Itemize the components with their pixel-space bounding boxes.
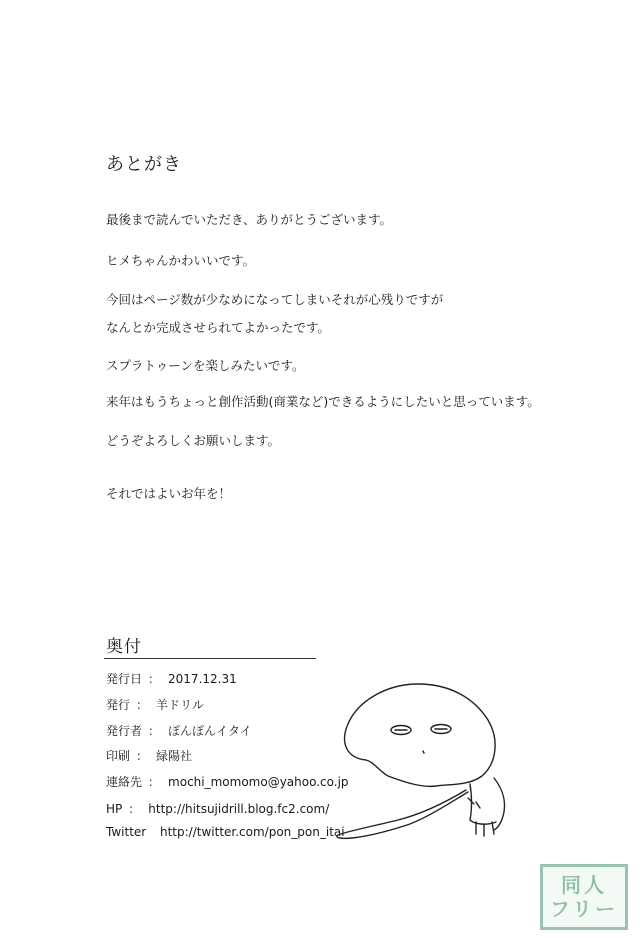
colophon-row-contact [106,773,349,790]
afterword-line: 最後まで読んでいただき、ありがとうございます。 [106,212,393,227]
colophon-row-publisher [106,696,204,713]
row-label: 発行日 [106,672,143,686]
row-separator: ： [136,698,149,712]
stamp-text-line2: フリー [549,897,619,921]
row-label: 発行者 [106,724,143,738]
row-separator: ： [128,802,141,816]
afterword-line: 来年はもうちょっと創作活動(商業など)できるようにしたいと思っています。 [106,394,540,409]
afterword-line: どうぞよろしくお願いします。 [106,433,281,448]
twitter-url: http://twitter.com/pon_pon_itai [160,825,345,839]
colophon-row-date [106,670,237,687]
colophon-row-twitter [106,825,345,839]
colophon-title: 奥付 [106,637,142,657]
row-separator: ： [136,749,149,763]
afterword-line: ヒメちゃんかわいいです。 [106,253,256,268]
row-value: 緑陽社 [156,749,193,763]
colophon-row-printer [106,747,192,764]
row-separator: ： [148,672,161,686]
afterword-title: あとがき [106,154,182,175]
row-label: 印刷 [106,749,131,763]
afterword-line: それではよいお年を！ [106,486,232,501]
afterword-line: 今回はページ数が少なめになってしまいそれが心残りですが [106,292,444,307]
row-value: 2017.12.31 [168,672,237,686]
colophon-row-author [106,722,252,739]
mascot-drawing-icon [318,672,548,847]
colophon-divider [104,658,316,659]
homepage-url: http://hitsujidrill.blog.fc2.com/ [148,802,330,816]
colophon-row-homepage [106,800,329,817]
row-label: Twitter [106,825,147,839]
row-label: HP [106,802,123,816]
row-value: 羊ドリル [156,698,205,712]
row-separator: ： [148,724,161,738]
contact-email: mochi_momomo@yahoo.co.jp [168,775,349,789]
row-separator: ： [148,775,161,789]
afterword-line: なんとか完成させられてよかったです。 [106,320,331,335]
stamp-text-line1: 同人 [561,873,607,897]
row-label: 連絡先 [106,775,143,789]
afterword-line: スプラトゥーンを楽しみたいです。 [106,358,305,373]
doujin-free-stamp [540,864,628,930]
row-label: 発行 [106,698,131,712]
row-value: ぽんぽんイタイ [168,724,252,738]
